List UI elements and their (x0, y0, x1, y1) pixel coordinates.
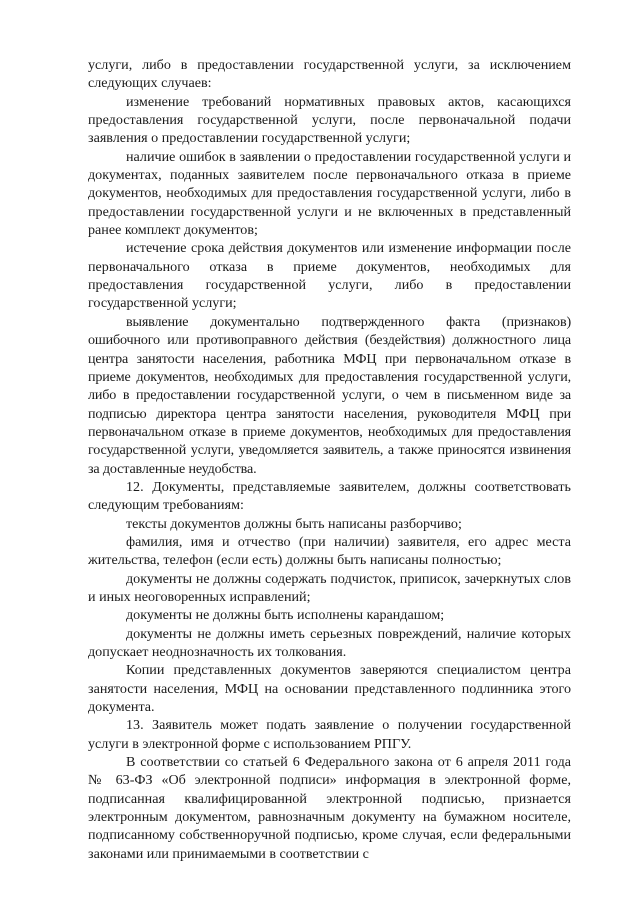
paragraph-errors-in-application: наличие ошибок в заявлении о предоставлении государственной услуги и документах, поданных заявителем после первоначального отказа в приеме документов, необходимых для предоставления государственной услуги, либо в предоставлении государственной услуги и не включенных в представленный ранее комплект документов; (88, 148, 571, 239)
paragraph-no-erasures: документы не должны содержать подчисток, приписок, зачеркнутых слов и иных неоговоренных исправлений; (88, 570, 571, 605)
paragraph-item-13: 13. Заявитель может подать заявление о получении государственной услуги в электронной форме с использованием РПГУ. (88, 717, 571, 752)
paragraph-legible-texts: тексты документов должны быть написаны разборчиво; (126, 515, 462, 532)
paragraph-copies-certified: Копии представленных документов заверяются специалистом центра занятости населения, МФЦ на основании представленного подлинника этого документа. (88, 662, 571, 716)
paragraph-requirements-change: изменение требований нормативных правовых актов, касающихся предоставления государственной услуги, после первоначальной подачи заявления о предоставлении государственной услуги; (88, 93, 571, 147)
paragraph-no-pencil: документы не должны быть исполнены карандашом; (126, 607, 445, 624)
paragraph-item-12: 12. Документы, представляемые заявителем, должны соответствовать следующим требованиям: (88, 478, 571, 514)
paragraph-official-error: выявление документально подтвержденного факта (признаков) ошибочного или противоправного действия (бездействия) должностного лица центра занятости населения, работника МФЦ при первоначальном отказе в приеме документов, необходимых для предоставления государственной услуги, либо в предоставлении государственной услуги, о чем в письменном виде за подписью директора центра занятости населения, руководителя МФЦ при первоначальном отказе в приеме документов, необходимых для предоставления государственной услуги, уведомляется заявитель, а также приносятся извинения за доставленные неудобства. (88, 313, 571, 477)
paragraph-exceptions-intro: услуги, либо в предоставлении государственной услуги, за исключением следующих случаев: (88, 57, 571, 92)
document-page (88, 56, 571, 863)
paragraph-no-damage: документы не должны иметь серьезных повреждений, наличие которых допускает неоднозначность их толкования. (88, 625, 571, 660)
paragraph-full-name-address: фамилия, имя и отчество (при наличии) заявителя, его адрес места жительства, телефон (если есть) должны быть написаны полностью; (88, 533, 571, 569)
paragraph-document-expiry: истечение срока действия документов или изменение информации после первоначального отказа в приеме документов, необходимых для предоставления государственной услуги, либо в предоставлении государственной услуги; (88, 240, 571, 312)
paragraph-electronic-signature: В соответствии со статьей 6 Федерального закона от 6 апреля 2011 года № 63-ФЗ «Об электронной подписи» информация в электронной форме, подписанная квалифицированной электронной подписью, признается электронным документом, равнозначным документу на бумажном носителе, подписанному собственноручной подписью, кроме случая, если федеральными законами или принимаемыми в соответствии с (88, 754, 571, 862)
